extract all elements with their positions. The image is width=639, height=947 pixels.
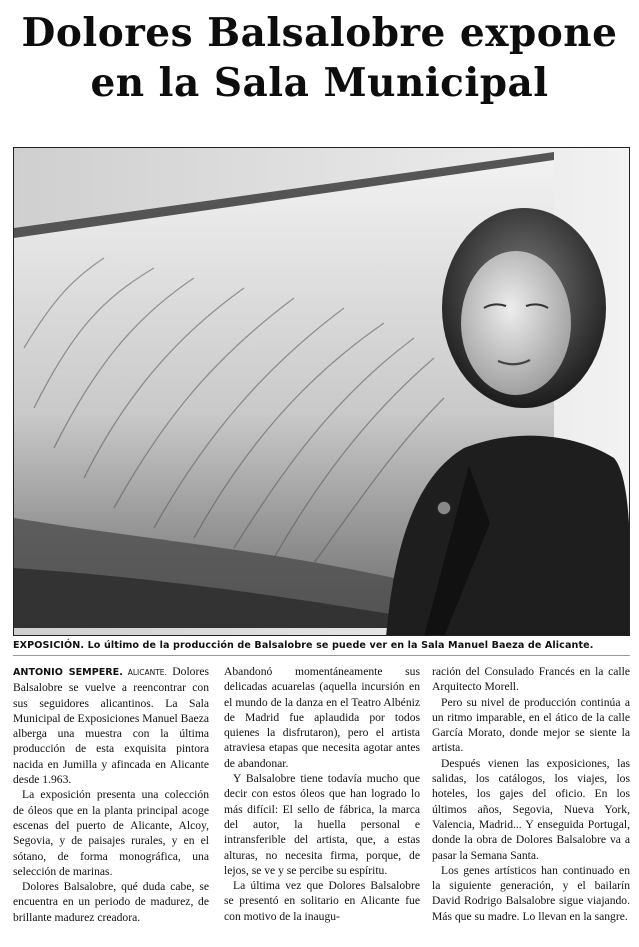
paragraph: Abandonó momentáneamente sus delicadas acuarelas (aquella incursión en el mundo de la danza en el Teatro Albéniz de Madrid fue aplaudida por todos quienes la disfrutaron), pero el artista atraviesa etapas que necesita agotar antes de abandonar. xyxy=(224,665,420,770)
paragraph: Después vienen las exposiciones, las salidas, los catálogos, los viajes, los hoteles, los gajes del oficio. En los últimos años, Segovia, Nueva York, Valencia, Madrid... Y enseguida Portugal, donde la obra de Dolores Balsalobre va a pasar la Semana Santa. xyxy=(432,756,630,862)
lead-text: Dolores Balsalobre se vuelve a reencontrar con sus seguidores alicantinos. La Sala Municipal de Exposiciones Manuel Baeza alberga una muestra con la última producción de esta exquisita pintora nacida en Jumilla y afincada en Alicante desde 1.963. xyxy=(13,665,209,787)
paragraph: Dolores Balsalobre, qué duda cabe, se encuentra en un periodo de madurez, de brillante madurez creadora. xyxy=(13,880,209,924)
woman-necklace-pendant xyxy=(437,501,451,515)
paragraph: La última vez que Dolores Balsalobre se presentó en solitario en Alicante fue con motivo de la inaugu- xyxy=(224,879,420,923)
news-photo xyxy=(13,147,630,636)
paragraph: Pero su nivel de producción continúa a un ritmo imparable, en el ático de la calle García Morato, donde mejor se siente la artista. xyxy=(432,695,630,755)
article-column-3 xyxy=(432,664,630,924)
caption-divider xyxy=(13,655,630,656)
paragraph: ración del Consulado Francés en la calle Arquitecto Morell. xyxy=(432,665,630,694)
woman-face xyxy=(461,251,571,395)
photo-caption xyxy=(13,639,630,652)
paragraph: Y Balsalobre tiene todavía mucho que decir con estos óleos que han logrado lo más difícil: El sello de fábrica, la marca del autor, la huella personal e intransferible del artista, que, a estas alturas, no necesita firma, porque, de lejos, se ve y se percibe su espíritu. xyxy=(224,772,420,877)
headline xyxy=(0,8,639,108)
byline: ANTONIO SEMPERE. xyxy=(13,667,123,678)
headline-line-2: en la Sala Municipal xyxy=(90,60,549,106)
photo-illustration xyxy=(14,148,630,636)
article-column-1 xyxy=(13,664,209,925)
dateline-place: ALICANTE. xyxy=(122,668,167,677)
caption-keyword: EXPOSICIÓN. xyxy=(13,640,85,651)
caption-text: Lo último de la producción de Balsalobre se puede ver en la Sala Manuel Baeza de Alicante. xyxy=(84,640,594,651)
article-column-2 xyxy=(224,664,420,924)
paragraph: Los genes artísticos han continuado en la siguiente generación, y el bailarín David Rodrigo Balsalobre sigue viajando. Más que su madre. Lo llevan en la sangre. xyxy=(432,863,630,923)
headline-line-1: Dolores Balsalobre expone xyxy=(21,10,618,56)
paragraph xyxy=(13,664,209,787)
paragraph: La exposición presenta una colección de óleos que en la planta principal acoge escenas del puerto de Alicante, Alcoy, Segovia, y de paisajes rurales, y en el sótano, de forma monográfica, una selección de marinas. xyxy=(13,788,209,878)
